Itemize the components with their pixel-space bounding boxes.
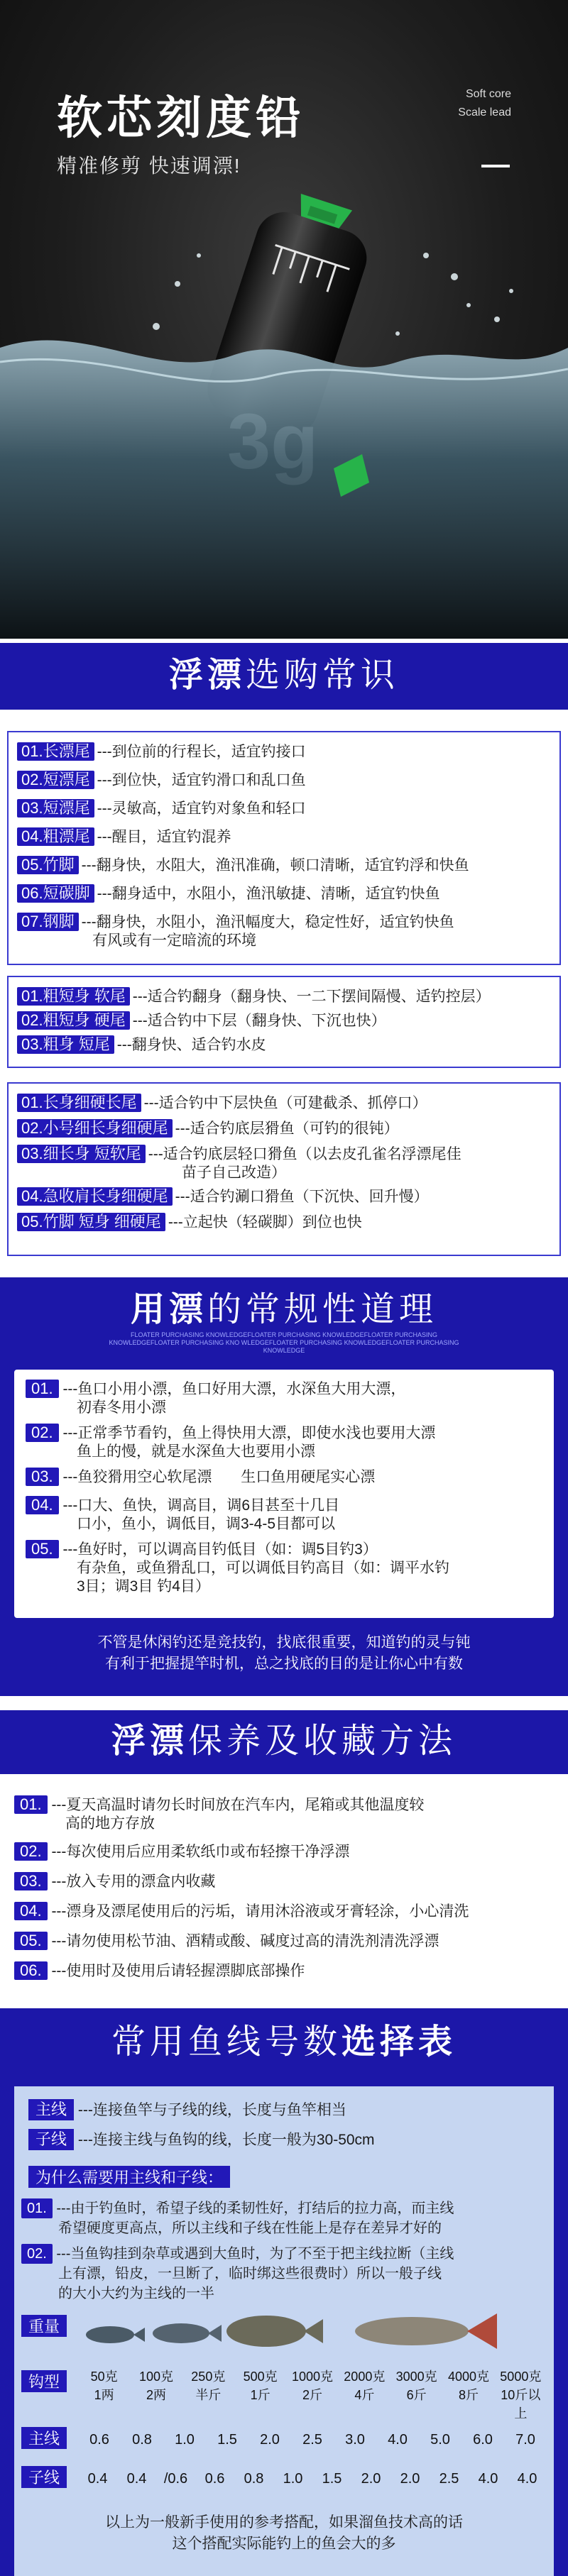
- float-types-group3: [7, 1082, 561, 1256]
- hero-title: 软芯刻度铅: [57, 92, 305, 143]
- list-text-cont: 鱼上的慢，就是水深鱼大也要用小漂: [77, 1443, 315, 1460]
- list-text: ---立起快（轻碳脚）到位也快: [168, 1214, 362, 1231]
- fish-icon: [86, 2326, 145, 2343]
- section3-title-b: 保养及收藏方法: [188, 1722, 457, 1760]
- weight-jin: 8斤: [458, 2388, 479, 2402]
- section2-panel: [0, 1277, 568, 1696]
- weight-grams: 4000克: [447, 2369, 490, 2384]
- main-line-size-cell: 1.0: [175, 2432, 195, 2448]
- list-tag: 02.小号细长身细硬尾: [17, 1119, 173, 1138]
- weight-cell: [390, 2367, 442, 2404]
- list-tag: 03.粗身 短尾: [17, 1035, 114, 1054]
- list-item: [26, 1496, 542, 1540]
- list-text-cont: 希望硬度更高点，所以主线和子线在性能上是存在差异才好的: [58, 2220, 442, 2236]
- list-tag: 02.短漂尾: [17, 771, 94, 789]
- section1-title-bar: [0, 643, 568, 710]
- list-item: [17, 884, 551, 913]
- list-item: [17, 1145, 551, 1187]
- section1-title: [0, 656, 568, 694]
- list-tag: 04.急收肩长身细硬尾: [17, 1187, 173, 1206]
- sub-line-size-cell: 0.4: [87, 2471, 108, 2487]
- sub-line-row: [28, 2129, 375, 2151]
- weight-jin: 2两: [146, 2388, 166, 2402]
- list-text: ---使用时及使用后请轻握漂脚底部操作: [51, 1963, 305, 1979]
- list-tag: 01.粗短身 软尾: [17, 987, 130, 1006]
- main-line-size-cell: 1.5: [217, 2432, 237, 2448]
- weight-grams: 1000克: [291, 2369, 334, 2384]
- hero-english-caption: [458, 85, 511, 122]
- list-text: ---请勿使用松节油、酒精或酸、碱度过高的清洗剂清洗浮漂: [51, 1933, 439, 1949]
- hero-subtitle: 精准修剪 快速调漂!: [57, 155, 241, 177]
- weight-jin: 1斤: [250, 2388, 271, 2402]
- list-item: [14, 1842, 554, 1872]
- section4-title-wrap: [0, 2008, 568, 2059]
- main-line-size-cell: 2.5: [302, 2432, 322, 2448]
- main-line-size-row: [78, 2426, 547, 2454]
- weight-grams: 5000克: [500, 2369, 542, 2384]
- section3-title-a: 浮漂: [111, 1722, 188, 1760]
- list-item: [14, 1902, 554, 1932]
- reason-1: [21, 2198, 547, 2238]
- weight-cell: [286, 2367, 338, 2404]
- list-tag: 07.钢脚: [17, 913, 79, 931]
- main-line-size-cell: 2.0: [260, 2432, 280, 2448]
- list-tag: 02.粗短身 硬尾: [17, 1011, 130, 1030]
- list-item: [17, 913, 551, 950]
- section1-title-a: 浮漂: [168, 656, 246, 694]
- list-item: [14, 1872, 554, 1902]
- list-item: [17, 1011, 551, 1035]
- list-tag: 01.长身细硬长尾: [17, 1094, 141, 1112]
- list-text-cont: 的大小大约为主线的一半: [58, 2286, 214, 2301]
- list-item: [14, 1932, 554, 1961]
- weight-cell: [442, 2367, 494, 2404]
- weight-cell: [234, 2367, 286, 2404]
- product-illustration: [0, 170, 568, 639]
- weight-jin: 6斤: [406, 2388, 427, 2402]
- hero-banner: [0, 0, 568, 639]
- list-item: [14, 1961, 554, 1991]
- section4-title-b: 选择表: [342, 2023, 457, 2061]
- main-line-row: [28, 2099, 346, 2121]
- sub-size-tag: 子线: [21, 2466, 67, 2488]
- list-tag: 03.短漂尾: [17, 799, 94, 818]
- list-text: ---每次使用后应用柔软纸巾或布轻擦干净浮漂: [51, 1844, 350, 1860]
- list-text: ---放入专用的漂盒内收藏: [51, 1873, 216, 1890]
- weight-jin: 1两: [94, 2388, 114, 2402]
- list-item: [26, 1468, 542, 1496]
- weight-cell: [182, 2367, 234, 2404]
- weight-cell: [78, 2367, 130, 2404]
- weight-jin: 10斤以上: [501, 2388, 541, 2421]
- list-text: ---适合钓底层猾鱼（可钓的很钝）: [175, 1121, 399, 1137]
- list-number: 02.: [21, 2244, 53, 2264]
- section2-title: [0, 1293, 568, 1327]
- fish-illustration-row: [78, 2299, 547, 2363]
- sub-line-size-cell: /0.6: [163, 2471, 188, 2487]
- list-text: ---鱼口小用小漂，鱼口好用大漂，水深鱼大用大漂，: [62, 1381, 406, 1397]
- list-number: 02.: [26, 1424, 59, 1442]
- list-text: ---夏天高温时请勿长时间放在汽车内，尾箱或其他温度较: [51, 1797, 425, 1813]
- hero-en-line1: Soft core: [465, 88, 511, 100]
- section4-title: [0, 2025, 568, 2059]
- section4-title-a: 常用鱼线号数: [111, 2023, 342, 2061]
- section3-list: [14, 1795, 554, 2008]
- fish-icon: [226, 2316, 323, 2347]
- list-text: ---适合钓翻身（翻身快、一二下摆间隔慢、适钓控层）: [132, 989, 491, 1005]
- main-line-size-cell: 5.0: [430, 2432, 450, 2448]
- list-item: [17, 1187, 551, 1213]
- list-item: [17, 799, 551, 827]
- list-item: [14, 1795, 554, 1842]
- list-number: 02.: [14, 1842, 48, 1861]
- main-line-size-cell: 7.0: [515, 2432, 535, 2448]
- section2-footnote-line1: 不管是休闲钓还是竞技钓，找底很重要，知道钓的灵与钝: [97, 1634, 471, 1651]
- fish-icon: [153, 2323, 222, 2343]
- section3-title-bar: [0, 1710, 568, 1774]
- list-number: 03.: [14, 1872, 48, 1890]
- list-number: 04.: [26, 1496, 59, 1514]
- section2-title-a: 用漂: [130, 1291, 207, 1328]
- weight-grams: 100克: [138, 2369, 174, 2384]
- weight-cell: [130, 2367, 182, 2404]
- list-text: ---漂身及漂尾使用后的污垢，请用沐浴液或牙膏轻涂，小心清洗: [51, 1903, 469, 1920]
- weight-cell: [495, 2367, 547, 2423]
- why-heading-text: 为什么需要用主线和子线：: [28, 2166, 230, 2188]
- hook-row: [21, 2370, 67, 2392]
- sub-line-size-cell: 2.5: [439, 2471, 459, 2487]
- hero-en-line2: Scale lead: [458, 106, 511, 119]
- section1-title-b: 选购常识: [246, 656, 400, 694]
- list-text: ---由于钓鱼时，希望子线的柔韧性好，打结后的拉力高，而主线: [56, 2201, 454, 2216]
- section2-tiny-text: FLOATER PURCHASING KNOWLEDGEFLOATER PURCHASING KNOWLEDGEFLOATER PURCHASING KNOWLEDGEFLOATER PURCHASING KNO WLEDGEFLOATER PURCHASING KNOWLEDGEFLOATER PURCHASING KNOWLEDGE: [109, 1331, 459, 1354]
- list-text-cont: 高的地方存放: [65, 1815, 155, 1832]
- list-text: ---翻身快，水阻大，渔汛准确，顿口清晰，适宜钓浮和快鱼: [81, 857, 469, 874]
- section2-footnote: [28, 1632, 540, 1675]
- sub-line-size-cell: 2.0: [361, 2471, 381, 2487]
- list-text-cont: 口小，鱼小，调低目，调3-4-5目都可以: [77, 1516, 336, 1532]
- section4-panel: [0, 2008, 568, 2576]
- list-item: [17, 1213, 551, 1238]
- list-number: 03.: [26, 1468, 59, 1486]
- list-text-cont: 3目；调3目 钓4目）: [77, 1578, 210, 1595]
- list-item: [17, 1035, 551, 1059]
- water-surface: [0, 340, 568, 639]
- sub-line-size-cell: 1.5: [322, 2471, 342, 2487]
- list-text-cont: 初春冬用小漂: [77, 1399, 166, 1416]
- sub-line-size-row: [78, 2465, 547, 2493]
- section2-title-b: 的常规性道理: [207, 1291, 438, 1328]
- main-line-tag: 主线: [28, 2099, 74, 2120]
- weight-jin: 2斤: [302, 2388, 322, 2402]
- main-line-size-cell: 6.0: [473, 2432, 493, 2448]
- section2-title-wrap: [0, 1277, 568, 1355]
- sub-line-size-cell: 1.0: [283, 2471, 303, 2487]
- list-item: [26, 1540, 542, 1602]
- list-text: ---灵敏高，适宜钓对象鱼和轻口: [97, 800, 306, 817]
- reason-2: [21, 2244, 547, 2303]
- list-number: 04.: [14, 1902, 48, 1920]
- sub-line-size-cell: 4.0: [517, 2471, 537, 2487]
- list-item: [17, 827, 551, 856]
- weight-jin: 半斤: [195, 2388, 222, 2402]
- list-text: ---到位快，适宜钓滑口和乱口鱼: [97, 772, 306, 788]
- weight-grams: 250克: [191, 2369, 226, 2384]
- weights-table-row: [78, 2367, 547, 2421]
- sub-line-size-cell: 4.0: [478, 2471, 498, 2487]
- list-item: [17, 987, 551, 1011]
- list-tag: 01.长漂尾: [17, 742, 94, 761]
- list-text-cont: 有风或有一定暗流的环境: [92, 932, 256, 949]
- main-line-size-cell: 4.0: [388, 2432, 408, 2448]
- section4-footnote-line1: 以上为一般新手使用的参考搭配，如果溜鱼技术高的话: [105, 2514, 463, 2531]
- list-text: ---口大、鱼快，调高目，调6目甚至十几目: [62, 1497, 340, 1514]
- list-text: ---鱼狡猾用空心软尾漂 生口鱼用硬尾实心漂: [62, 1469, 376, 1485]
- weight-cell: [339, 2367, 390, 2404]
- main-size-tag: 主线: [21, 2427, 67, 2449]
- section4-footnote-line2: 这个搭配实际能钓上的鱼会大的多: [172, 2536, 396, 2552]
- list-text: ---正常季节看钓，鱼上得快用大漂，即使水浅也要用大漂: [62, 1425, 436, 1441]
- hero-divider: [481, 165, 510, 167]
- weight-grams: 50克: [90, 2369, 118, 2384]
- list-text: ---当鱼钩挂到杂草或遇到大鱼时，为了不至于把主线拉断（主线: [56, 2246, 454, 2262]
- sub-line-size-cell: 0.4: [126, 2471, 147, 2487]
- list-tag: 04.粗漂尾: [17, 827, 94, 846]
- sub-line-size-cell: 0.8: [244, 2471, 264, 2487]
- why-heading: [28, 2166, 230, 2188]
- list-text: ---适合钓涮口猾鱼（下沉快、回升慢）: [175, 1189, 429, 1205]
- weight-grams: 500克: [243, 2369, 278, 2384]
- list-text-cont: 上有漂，铅皮，一旦断了，临时绑这些很费时）所以一般子线: [58, 2266, 442, 2281]
- main-line-size-cell: 0.8: [132, 2432, 152, 2448]
- list-item: [17, 771, 551, 799]
- weight-jin: 4斤: [354, 2388, 375, 2402]
- list-number: 01.: [21, 2198, 53, 2218]
- list-tag: 05.竹脚: [17, 856, 79, 874]
- list-text: ---醒目，适宜钓混养: [97, 829, 231, 845]
- weight-grams: 3000克: [395, 2369, 437, 2384]
- hook-tag: 钩型: [21, 2370, 67, 2392]
- main-line-text: ---连接鱼竿与子线的线，长度与鱼竿相当: [77, 2102, 346, 2118]
- list-text: ---翻身快、适合钓水皮: [116, 1037, 266, 1053]
- main-line-size-label: [21, 2427, 67, 2449]
- sub-line-text: ---连接主线与鱼钩的线，长度一般为30-50cm: [77, 2132, 375, 2148]
- sub-line-size-cell: 2.0: [400, 2471, 420, 2487]
- fish-icon: [355, 2313, 497, 2349]
- list-number: 05.: [14, 1932, 48, 1950]
- section4-footnote: [28, 2512, 540, 2555]
- list-item: [17, 856, 551, 884]
- list-number: 05.: [26, 1540, 59, 1558]
- weight-grams: 2000克: [344, 2369, 386, 2384]
- list-number: 06.: [14, 1961, 48, 1980]
- main-line-size-cell: 0.6: [89, 2432, 109, 2448]
- list-text-cont: 有杂鱼，或鱼猾乱口，可以调低目钓高目（如：调平水钓: [77, 1560, 449, 1576]
- list-item: [17, 742, 551, 771]
- float-types-group1: [7, 731, 561, 965]
- weight-tag: 重量: [21, 2315, 67, 2337]
- list-item: [17, 1119, 551, 1145]
- section3-title: [0, 1724, 568, 1758]
- list-number: 01.: [26, 1380, 59, 1398]
- section4-card: [14, 2086, 554, 2576]
- list-item: [26, 1380, 542, 1424]
- section2-card: [14, 1370, 554, 1618]
- list-tag: 03.细长身 短软尾: [17, 1145, 146, 1163]
- section2-footnote-line2: 有利于把握提竿时机，总之找底的目的是让你心中有数: [105, 1656, 463, 1672]
- list-number: 01.: [14, 1795, 48, 1814]
- sub-line-size-cell: 0.6: [204, 2471, 225, 2487]
- list-tag: 05.竹脚 短身 细硬尾: [17, 1213, 165, 1231]
- list-text: ---到位前的行程长，适宜钓接口: [97, 744, 306, 760]
- list-item: [17, 1094, 551, 1119]
- list-text-cont: 苗子自己改造）: [182, 1165, 286, 1181]
- list-text: ---适合钓中下层（翻身快、下沉也快）: [132, 1013, 386, 1029]
- weight-label: [21, 2315, 67, 2337]
- float-types-group2: [7, 976, 561, 1068]
- sub-line-size-label: [21, 2466, 67, 2488]
- list-text: ---适合钓底层轻口猾鱼（以去皮孔雀名浮漂尾佳: [148, 1146, 462, 1162]
- list-text: ---翻身适中，水阻小，渔汛敏捷、清晰，适宜钓快鱼: [97, 886, 440, 902]
- list-text: ---适合钓中下层快鱼（可建截杀、抓停口）: [143, 1095, 427, 1111]
- list-tag: 06.短碳脚: [17, 884, 94, 903]
- list-text: ---鱼好时，可以调高目钓低目（如：调5目钓3）: [62, 1541, 378, 1558]
- main-line-size-cell: 3.0: [345, 2432, 365, 2448]
- list-text: ---翻身快，水阻小，渔汛幅度大，稳定性好，适宜钓快鱼: [81, 914, 454, 930]
- sub-line-tag: 子线: [28, 2129, 74, 2150]
- list-item: [26, 1424, 542, 1468]
